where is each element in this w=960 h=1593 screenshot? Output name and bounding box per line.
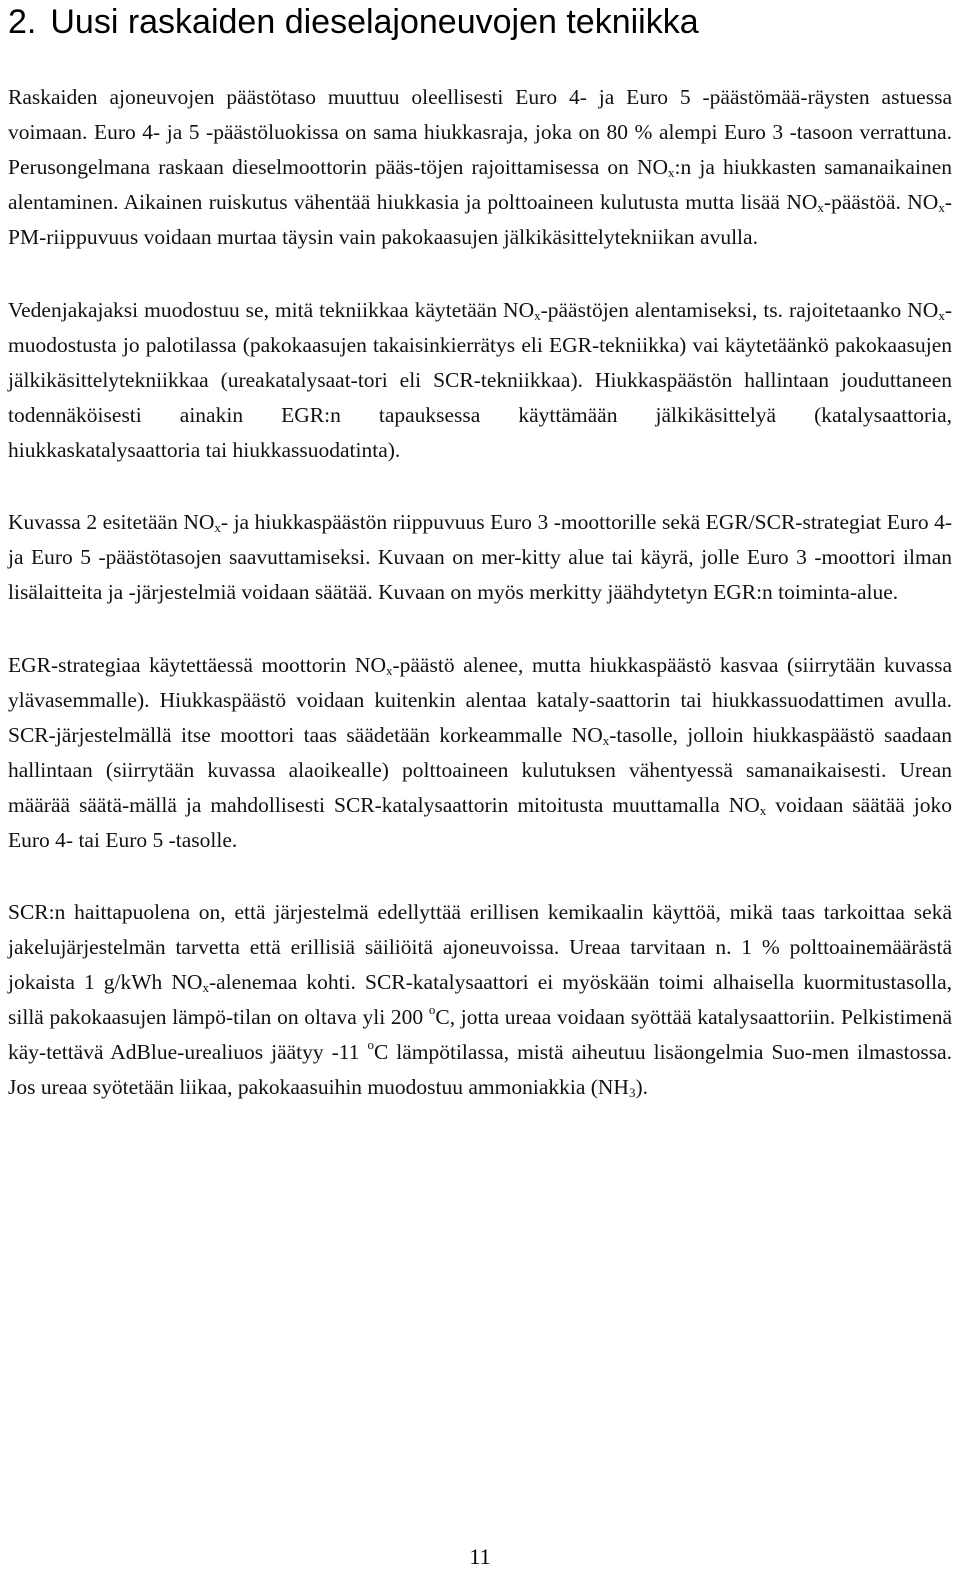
superscript: o	[428, 1002, 436, 1017]
paragraph-text: :n ja hiukkasten samanaikainen alentaminen. Aikainen ruiskutus vähentää hiukkasia ja polttoaineen kulutusta mutta lisää NO	[8, 155, 952, 214]
section-heading	[8, 0, 952, 42]
paragraph-2	[8, 293, 952, 468]
subscript: x	[385, 663, 393, 678]
page-number: 11	[469, 1544, 491, 1569]
subscript: x	[214, 520, 221, 535]
paragraph-5	[8, 895, 952, 1105]
paragraph-text: -muodostusta jo palotilassa (pakokaasujen takaisinkierrätys eli EGR-tekniikka) vai käytetäänkö pakokaasujen jälkikäsittelytekniikkaa (ureakatalysaat-tori eli SCR-tekniikkaa). Hiukkaspäästön hallintaan jouduttaneen todennäköisesti ainakin EGR:n tapauksessa käyttämään jälkikäsittelyä (katalysaattoria, hiukkaskatalysaattoria tai hiukkassuodatinta).	[8, 298, 952, 462]
subscript: x	[759, 803, 767, 818]
subscript: x	[817, 200, 824, 215]
paragraph-text: Kuvassa 2 esitetään NO	[8, 510, 215, 534]
subscript: x	[202, 980, 209, 995]
paragraph-3	[8, 505, 952, 610]
section-title: Uusi raskaiden dieselajoneuvojen tekniikka	[50, 3, 699, 41]
paragraph-text: -päästöä. NO	[823, 190, 939, 214]
superscript: o	[367, 1037, 374, 1052]
subscript: x	[602, 733, 610, 748]
paragraph-text: Vedenjakajaksi muodostuu se, mitä tekniikkaa käytetään NO	[8, 298, 535, 322]
subscript: x	[668, 165, 675, 180]
paragraph-text: -PM-riippuvuus voidaan murtaa täysin vain pakokaasujen jälkikäsittelytekniikan avulla.	[8, 190, 953, 249]
paragraph-text: C, jotta ureaa voidaan syöttää katalysaattoriin. Pelkistimenä käy-tettävä AdBlue-urealiuos jäätyy -11	[8, 1005, 953, 1064]
subscript: x	[534, 308, 541, 323]
paragraph-text: C lämpötilassa, mistä aiheutuu lisäongelmia Suo-men ilmastossa. Jos ureaa syötetään liikaa, pakokaasuihin muodostuu ammoniakkia (NH	[8, 1040, 952, 1099]
paragraph-4	[8, 648, 952, 858]
paragraph-text: ).	[635, 1075, 649, 1099]
paragraph-text: -päästö alenee, mutta hiukkaspäästö kasvaa (siirrytään kuvassa ylävasemmalle). Hiukkaspäästö voidaan kuitenkin alentaa kataly-saattorin tai hiukkassuodattimen avulla. SCR-järjestelmällä itse moottori taas säädetään korkeammalle NO	[8, 653, 952, 747]
paragraph-text: -tasolle, jolloin hiukkaspäästö saadaan hallintaan (siirrytään kuvassa alaoikealle) polttoaineen kulutuksen vähentyessä samanaikaisesti. Urean määrää säätä-mällä ja mahdollisesti SCR-katalysaattorin mitoitusta muuttamalla NO	[8, 723, 952, 817]
document-page	[8, 0, 952, 1105]
paragraph-text: - ja hiukkaspäästön riippuvuus Euro 3 -moottorille sekä EGR/SCR-strategiat Euro 4- ja Euro 5 -päästötasojen saavuttamiseksi. Kuvaan on mer-kitty alue tai käyrä, jolle Euro 3 -moottori ilman lisälaitteita ja -järjestelmiä voidaan säätää. Kuvaan on myös merkitty jäähdytetyn EGR:n toiminta-alue.	[8, 510, 952, 604]
paragraph-1	[8, 80, 952, 255]
paragraph-text: EGR-strategiaa käytettäessä moottorin NO	[8, 653, 386, 677]
paragraph-text: Raskaiden ajoneuvojen päästötaso muuttuu oleellisesti Euro 4- ja Euro 5 -päästömää-räysten astuessa voimaan. Euro 4- ja 5 -päästöluokissa on sama hiukkasraja, joka on 80 % alempi Euro 3 -tasoon verrattuna. Perusongelmana raskaan dieselmoottorin pääs-töjen rajoittamisessa on NO	[8, 85, 952, 179]
paragraph-text: SCR:n haittapuolena on, että järjestelmä edellyttää erillisen kemikaalin käyttöä, mikä taas tarkoittaa sekä jakelujärjestelmän tarvetta että erillisiä säiliöitä ajoneuvoissa. Ureaa tarvitaan n. 1 % polttoainemäärästä jokaista 1 g/kWh NO	[8, 900, 952, 994]
subscript: 3	[628, 1085, 636, 1100]
paragraph-text: -alenemaa kohti. SCR-katalysaattori ei myöskään toimi alhaisella kuormitustasolla, sillä pakokaasujen lämpö-tilan on oltava yli 200	[8, 970, 952, 1029]
subscript: x	[938, 308, 945, 323]
section-number: 2.	[8, 3, 37, 41]
paragraph-text: voidaan säätää joko Euro 4- tai Euro 5 -tasolle.	[8, 793, 953, 852]
subscript: x	[938, 200, 945, 215]
paragraph-text: -päästöjen alentamiseksi, ts. rajoitetaanko NO	[540, 298, 939, 322]
